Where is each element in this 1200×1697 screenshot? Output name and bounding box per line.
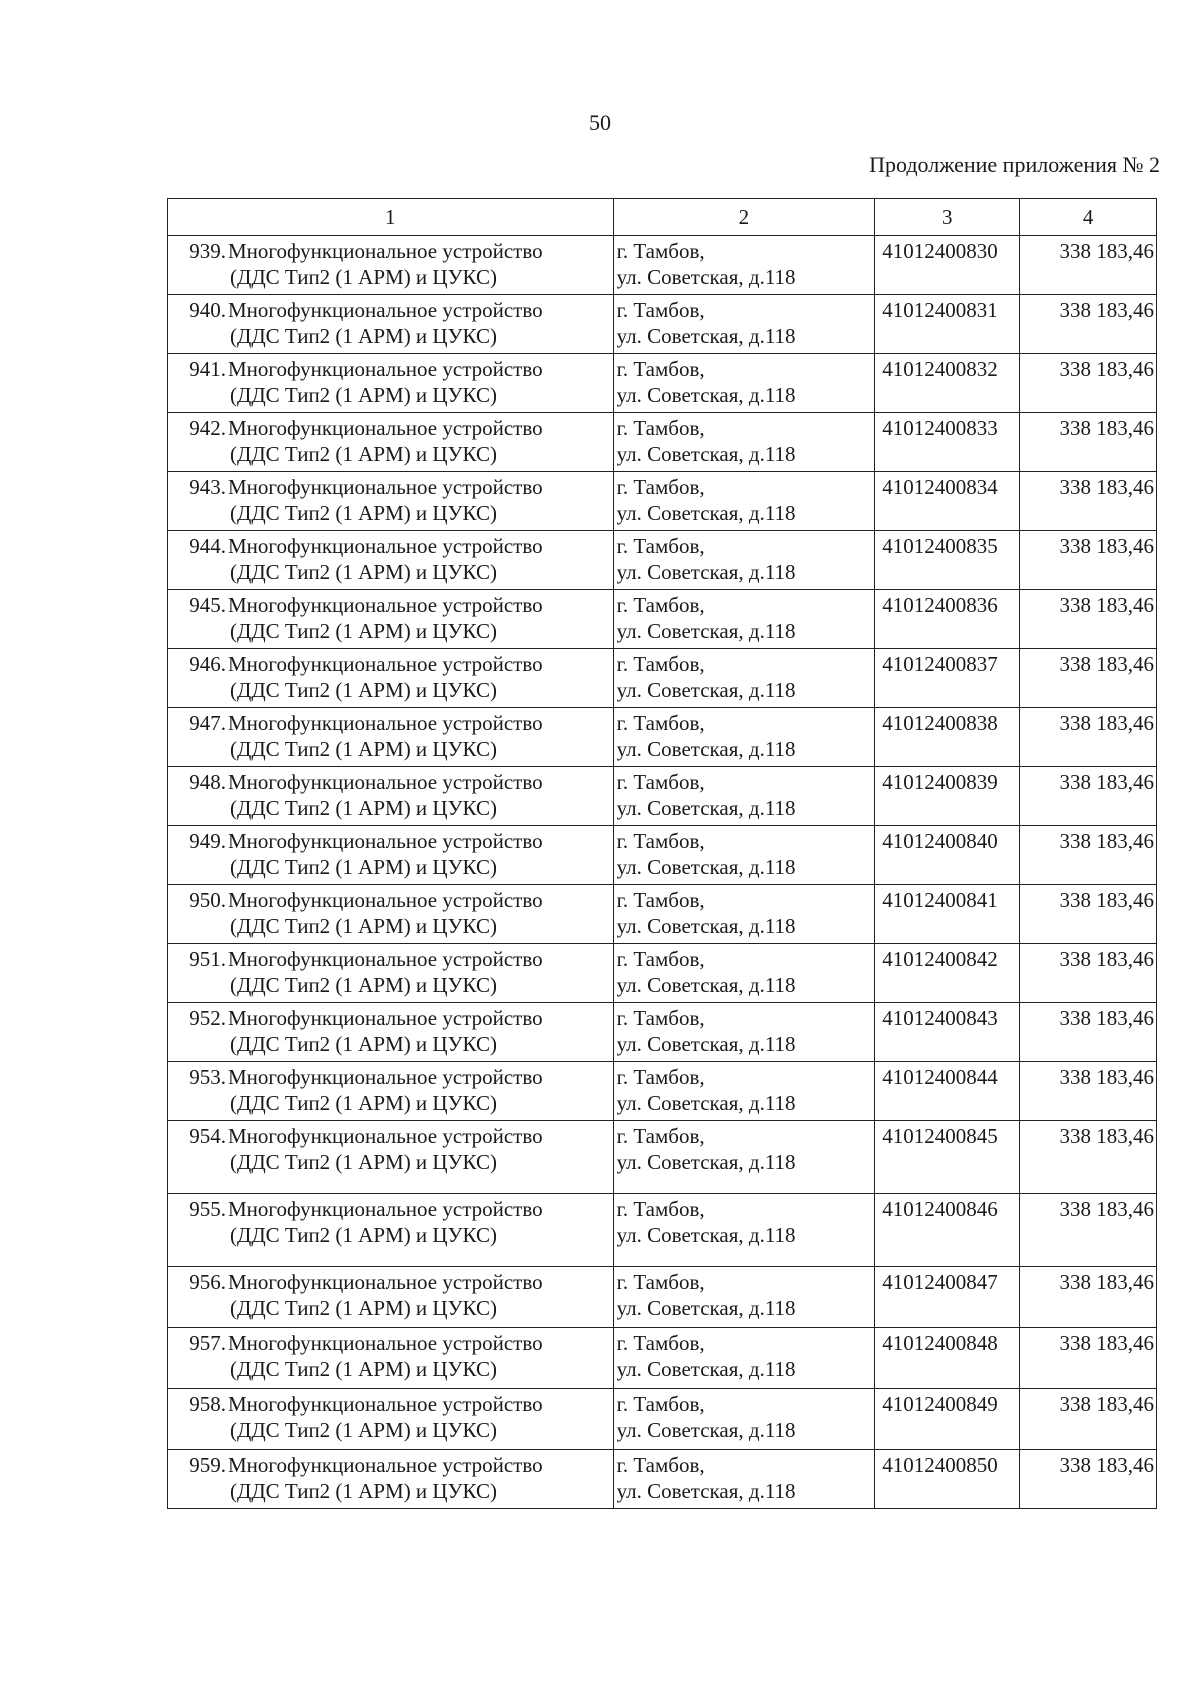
inventory-code: 41012400845: [882, 1124, 998, 1148]
cost-cell: [1020, 885, 1157, 944]
address-city: г. Тамбов,: [616, 357, 705, 381]
inventory-code: 41012400833: [882, 416, 998, 440]
address-street: ул. Советская, д.118: [616, 383, 796, 407]
item-name-line-2: (ДДС Тип2 (1 АРМ) и ЦУКС): [230, 442, 497, 466]
inventory-code: 41012400836: [882, 593, 998, 617]
inventory-code-cell: [875, 826, 1020, 885]
inventory-code-cell: [875, 236, 1020, 295]
item-number: 950.: [189, 888, 226, 912]
item-name-line-1: Многофункциональное устройство: [228, 239, 543, 263]
table-row: [168, 1267, 1157, 1328]
address-cell: [613, 1267, 875, 1328]
inventory-code-cell: [875, 1003, 1020, 1062]
table-row: [168, 295, 1157, 354]
address-city: г. Тамбов,: [616, 1124, 705, 1148]
item-number: 939.: [189, 239, 226, 263]
table-row: [168, 1062, 1157, 1121]
address-city: г. Тамбов,: [616, 1331, 705, 1355]
item-name-cell: [168, 295, 614, 354]
item-number: 944.: [189, 534, 226, 558]
cost-value: 338 183,46: [1059, 652, 1154, 676]
inventory-code: 41012400840: [882, 829, 998, 853]
item-number: 947.: [189, 711, 226, 735]
table-row: [168, 1389, 1157, 1450]
address-cell: [613, 531, 875, 590]
table-row: [168, 826, 1157, 885]
item-name-line-1: Многофункциональное устройство: [228, 711, 543, 735]
item-name-line-1: Многофункциональное устройство: [228, 593, 543, 617]
address-city: г. Тамбов,: [616, 1392, 705, 1416]
cost-value: 338 183,46: [1059, 1006, 1154, 1030]
table-row: [168, 708, 1157, 767]
item-name-cell: [168, 354, 614, 413]
item-name-line-2: (ДДС Тип2 (1 АРМ) и ЦУКС): [230, 1091, 497, 1115]
item-name-line-1: Многофункциональное устройство: [228, 534, 543, 558]
address-cell: [613, 1194, 875, 1267]
item-name-line-2: (ДДС Тип2 (1 АРМ) и ЦУКС): [230, 1296, 497, 1320]
table-row: [168, 1121, 1157, 1194]
item-name-cell: [168, 1003, 614, 1062]
inventory-code: 41012400830: [882, 239, 998, 263]
inventory-code: 41012400841: [882, 888, 998, 912]
cost-value: 338 183,46: [1059, 829, 1154, 853]
cost-value: 338 183,46: [1059, 711, 1154, 735]
address-street: ул. Советская, д.118: [616, 914, 796, 938]
cost-value: 338 183,46: [1059, 1197, 1154, 1221]
item-number: 957.: [189, 1331, 226, 1355]
item-name-cell: [168, 826, 614, 885]
item-name-cell: [168, 1121, 614, 1194]
table-row: [168, 590, 1157, 649]
address-cell: [613, 885, 875, 944]
item-number: 954.: [189, 1124, 226, 1148]
appendix-continuation-note: Продолжение приложения № 2: [869, 152, 1160, 177]
header-col-1: 1: [168, 199, 614, 236]
cost-cell: [1020, 236, 1157, 295]
inventory-code: 41012400831: [882, 298, 998, 322]
address-street: ул. Советская, д.118: [616, 796, 796, 820]
address-cell: [613, 1450, 875, 1509]
address-street: ул. Советская, д.118: [616, 442, 796, 466]
inventory-code-cell: [875, 472, 1020, 531]
item-name-line-2: (ДДС Тип2 (1 АРМ) и ЦУКС): [230, 1479, 497, 1503]
item-name-cell: [168, 1389, 614, 1450]
item-name-cell: [168, 236, 614, 295]
cost-cell: [1020, 531, 1157, 590]
cost-cell: [1020, 1389, 1157, 1450]
item-name-line-2: (ДДС Тип2 (1 АРМ) и ЦУКС): [230, 855, 497, 879]
address-street: ул. Советская, д.118: [616, 619, 796, 643]
header-col-3: 3: [875, 199, 1020, 236]
inventory-code-cell: [875, 531, 1020, 590]
address-street: ул. Советская, д.118: [616, 1091, 796, 1115]
item-number: 948.: [189, 770, 226, 794]
inventory-code: 41012400838: [882, 711, 998, 735]
item-name-cell: [168, 1267, 614, 1328]
address-city: г. Тамбов,: [616, 652, 705, 676]
address-street: ул. Советская, д.118: [616, 1479, 796, 1503]
equipment-register-table: [167, 198, 1157, 1509]
address-cell: [613, 826, 875, 885]
item-name-cell: [168, 885, 614, 944]
cost-value: 338 183,46: [1059, 1270, 1154, 1294]
item-number: 941.: [189, 357, 226, 381]
item-name-line-2: (ДДС Тип2 (1 АРМ) и ЦУКС): [230, 1150, 497, 1174]
item-number: 949.: [189, 829, 226, 853]
item-name-line-2: (ДДС Тип2 (1 АРМ) и ЦУКС): [230, 324, 497, 348]
item-name-line-2: (ДДС Тип2 (1 АРМ) и ЦУКС): [230, 383, 497, 407]
item-number: 956.: [189, 1270, 226, 1294]
address-cell: [613, 1328, 875, 1389]
table-row: [168, 472, 1157, 531]
item-name-line-2: (ДДС Тип2 (1 АРМ) и ЦУКС): [230, 796, 497, 820]
table-row: [168, 767, 1157, 826]
inventory-code: 41012400837: [882, 652, 998, 676]
item-name-line-1: Многофункциональное устройство: [228, 475, 543, 499]
address-street: ул. Советская, д.118: [616, 973, 796, 997]
header-col-4: 4: [1020, 199, 1157, 236]
item-name-line-1: Многофункциональное устройство: [228, 1197, 543, 1221]
item-name-line-1: Многофункциональное устройство: [228, 298, 543, 322]
item-name-cell: [168, 1194, 614, 1267]
item-number: 958.: [189, 1392, 226, 1416]
table-row: [168, 236, 1157, 295]
inventory-code-cell: [875, 295, 1020, 354]
cost-value: 338 183,46: [1059, 770, 1154, 794]
cost-cell: [1020, 472, 1157, 531]
item-name-line-2: (ДДС Тип2 (1 АРМ) и ЦУКС): [230, 560, 497, 584]
item-number: 959.: [189, 1453, 226, 1477]
address-street: ул. Советская, д.118: [616, 1418, 796, 1442]
inventory-code-cell: [875, 1267, 1020, 1328]
cost-cell: [1020, 1267, 1157, 1328]
inventory-code: 41012400835: [882, 534, 998, 558]
table-row: [168, 354, 1157, 413]
item-number: 955.: [189, 1197, 226, 1221]
item-name-cell: [168, 1450, 614, 1509]
item-name-line-2: (ДДС Тип2 (1 АРМ) и ЦУКС): [230, 914, 497, 938]
inventory-code-cell: [875, 354, 1020, 413]
item-name-cell: [168, 1328, 614, 1389]
item-name-cell: [168, 590, 614, 649]
cost-value: 338 183,46: [1059, 1453, 1154, 1477]
inventory-code-cell: [875, 649, 1020, 708]
inventory-code-cell: [875, 1450, 1020, 1509]
cost-value: 338 183,46: [1059, 298, 1154, 322]
cost-cell: [1020, 590, 1157, 649]
item-name-cell: [168, 649, 614, 708]
cost-value: 338 183,46: [1059, 357, 1154, 381]
inventory-code-cell: [875, 708, 1020, 767]
item-name-line-2: (ДДС Тип2 (1 АРМ) и ЦУКС): [230, 1418, 497, 1442]
address-cell: [613, 944, 875, 1003]
address-city: г. Тамбов,: [616, 770, 705, 794]
item-name-cell: [168, 531, 614, 590]
cost-value: 338 183,46: [1059, 1392, 1154, 1416]
address-cell: [613, 1003, 875, 1062]
inventory-code: 41012400846: [882, 1197, 998, 1221]
address-street: ул. Советская, д.118: [616, 501, 796, 525]
address-city: г. Тамбов,: [616, 298, 705, 322]
address-street: ул. Советская, д.118: [616, 265, 796, 289]
address-street: ул. Советская, д.118: [616, 1032, 796, 1056]
inventory-code: 41012400848: [882, 1331, 998, 1355]
item-name-line-2: (ДДС Тип2 (1 АРМ) и ЦУКС): [230, 265, 497, 289]
cost-cell: [1020, 1194, 1157, 1267]
inventory-code-cell: [875, 1194, 1020, 1267]
address-cell: [613, 708, 875, 767]
table-row: [168, 413, 1157, 472]
item-name-line-1: Многофункциональное устройство: [228, 1124, 543, 1148]
cost-value: 338 183,46: [1059, 416, 1154, 440]
address-cell: [613, 354, 875, 413]
item-name-line-1: Многофункциональное устройство: [228, 1065, 543, 1089]
inventory-code-cell: [875, 413, 1020, 472]
address-cell: [613, 295, 875, 354]
item-name-line-2: (ДДС Тип2 (1 АРМ) и ЦУКС): [230, 678, 497, 702]
cost-value: 338 183,46: [1059, 593, 1154, 617]
header-col-2: 2: [613, 199, 875, 236]
cost-cell: [1020, 826, 1157, 885]
inventory-code: 41012400850: [882, 1453, 998, 1477]
address-city: г. Тамбов,: [616, 947, 705, 971]
item-name-cell: [168, 708, 614, 767]
item-name-line-1: Многофункциональное устройство: [228, 416, 543, 440]
cost-cell: [1020, 708, 1157, 767]
item-name-line-2: (ДДС Тип2 (1 АРМ) и ЦУКС): [230, 1032, 497, 1056]
cost-value: 338 183,46: [1059, 888, 1154, 912]
address-city: г. Тамбов,: [616, 475, 705, 499]
cost-cell: [1020, 1328, 1157, 1389]
inventory-code-cell: [875, 767, 1020, 826]
item-name-line-1: Многофункциональное устройство: [228, 1006, 543, 1030]
item-number: 953.: [189, 1065, 226, 1089]
table-body: [168, 236, 1157, 1509]
cost-value: 338 183,46: [1059, 1331, 1154, 1355]
address-city: г. Тамбов,: [616, 1065, 705, 1089]
address-cell: [613, 472, 875, 531]
inventory-code: 41012400849: [882, 1392, 998, 1416]
address-street: ул. Советская, д.118: [616, 560, 796, 584]
inventory-code-cell: [875, 1328, 1020, 1389]
address-city: г. Тамбов,: [616, 1006, 705, 1030]
address-cell: [613, 236, 875, 295]
cost-cell: [1020, 413, 1157, 472]
address-cell: [613, 590, 875, 649]
item-name-cell: [168, 472, 614, 531]
address-city: г. Тамбов,: [616, 1270, 705, 1294]
cost-value: 338 183,46: [1059, 1124, 1154, 1148]
address-cell: [613, 1062, 875, 1121]
table-row: [168, 649, 1157, 708]
address-city: г. Тамбов,: [616, 239, 705, 263]
table-row: [168, 1450, 1157, 1509]
item-name-line-2: (ДДС Тип2 (1 АРМ) и ЦУКС): [230, 973, 497, 997]
header-row: [168, 199, 1157, 236]
address-cell: [613, 767, 875, 826]
address-street: ул. Советская, д.118: [616, 1357, 796, 1381]
address-city: г. Тамбов,: [616, 829, 705, 853]
item-name-cell: [168, 767, 614, 826]
address-city: г. Тамбов,: [616, 888, 705, 912]
item-name-line-1: Многофункциональное устройство: [228, 1392, 543, 1416]
cost-cell: [1020, 1062, 1157, 1121]
inventory-code-cell: [875, 1389, 1020, 1450]
table-row: [168, 531, 1157, 590]
item-name-cell: [168, 944, 614, 1003]
item-name-line-1: Многофункциональное устройство: [228, 652, 543, 676]
table-row: [168, 944, 1157, 1003]
address-cell: [613, 1121, 875, 1194]
address-city: г. Тамбов,: [616, 1197, 705, 1221]
table-header: [168, 199, 1157, 236]
cost-cell: [1020, 1003, 1157, 1062]
address-street: ул. Советская, д.118: [616, 678, 796, 702]
address-cell: [613, 413, 875, 472]
address-city: г. Тамбов,: [616, 534, 705, 558]
item-name-line-1: Многофункциональное устройство: [228, 888, 543, 912]
item-name-line-2: (ДДС Тип2 (1 АРМ) и ЦУКС): [230, 1223, 497, 1247]
cost-cell: [1020, 1450, 1157, 1509]
inventory-code: 41012400843: [882, 1006, 998, 1030]
cost-cell: [1020, 295, 1157, 354]
item-number: 946.: [189, 652, 226, 676]
address-cell: [613, 1389, 875, 1450]
inventory-code-cell: [875, 885, 1020, 944]
cost-value: 338 183,46: [1059, 534, 1154, 558]
cost-cell: [1020, 354, 1157, 413]
cost-cell: [1020, 767, 1157, 826]
item-number: 951.: [189, 947, 226, 971]
inventory-code-cell: [875, 944, 1020, 1003]
item-name-line-2: (ДДС Тип2 (1 АРМ) и ЦУКС): [230, 737, 497, 761]
address-city: г. Тамбов,: [616, 711, 705, 735]
item-name-line-1: Многофункциональное устройство: [228, 770, 543, 794]
item-name-line-2: (ДДС Тип2 (1 АРМ) и ЦУКС): [230, 619, 497, 643]
inventory-code: 41012400847: [882, 1270, 998, 1294]
item-name-line-1: Многофункциональное устройство: [228, 947, 543, 971]
address-street: ул. Советская, д.118: [616, 1150, 796, 1174]
table-row: [168, 1328, 1157, 1389]
item-number: 940.: [189, 298, 226, 322]
cost-cell: [1020, 649, 1157, 708]
item-name-line-1: Многофункциональное устройство: [228, 1453, 543, 1477]
item-name-cell: [168, 413, 614, 472]
cost-value: 338 183,46: [1059, 475, 1154, 499]
item-name-line-2: (ДДС Тип2 (1 АРМ) и ЦУКС): [230, 501, 497, 525]
item-name-line-1: Многофункциональное устройство: [228, 1331, 543, 1355]
address-street: ул. Советская, д.118: [616, 324, 796, 348]
item-name-line-2: (ДДС Тип2 (1 АРМ) и ЦУКС): [230, 1357, 497, 1381]
address-city: г. Тамбов,: [616, 416, 705, 440]
inventory-code-cell: [875, 1121, 1020, 1194]
address-city: г. Тамбов,: [616, 1453, 705, 1477]
address-city: г. Тамбов,: [616, 593, 705, 617]
item-name-line-1: Многофункциональное устройство: [228, 1270, 543, 1294]
item-number: 952.: [189, 1006, 226, 1030]
page-number: 50: [589, 110, 611, 135]
item-name-line-1: Многофункциональное устройство: [228, 357, 543, 381]
address-street: ул. Советская, д.118: [616, 855, 796, 879]
item-name-line-1: Многофункциональное устройство: [228, 829, 543, 853]
table-row: [168, 1194, 1157, 1267]
address-cell: [613, 649, 875, 708]
inventory-code: 41012400832: [882, 357, 998, 381]
inventory-code: 41012400842: [882, 947, 998, 971]
address-street: ул. Советская, д.118: [616, 737, 796, 761]
item-number: 945.: [189, 593, 226, 617]
table-row: [168, 885, 1157, 944]
address-street: ул. Советская, д.118: [616, 1223, 796, 1247]
cost-value: 338 183,46: [1059, 1065, 1154, 1089]
item-number: 942.: [189, 416, 226, 440]
inventory-code-cell: [875, 1062, 1020, 1121]
cost-cell: [1020, 1121, 1157, 1194]
cost-value: 338 183,46: [1059, 947, 1154, 971]
item-number: 943.: [189, 475, 226, 499]
inventory-code: 41012400839: [882, 770, 998, 794]
cost-cell: [1020, 944, 1157, 1003]
table-row: [168, 1003, 1157, 1062]
cost-value: 338 183,46: [1059, 239, 1154, 263]
inventory-code: 41012400844: [882, 1065, 998, 1089]
inventory-code: 41012400834: [882, 475, 998, 499]
item-name-cell: [168, 1062, 614, 1121]
inventory-code-cell: [875, 590, 1020, 649]
address-street: ул. Советская, д.118: [616, 1296, 796, 1320]
